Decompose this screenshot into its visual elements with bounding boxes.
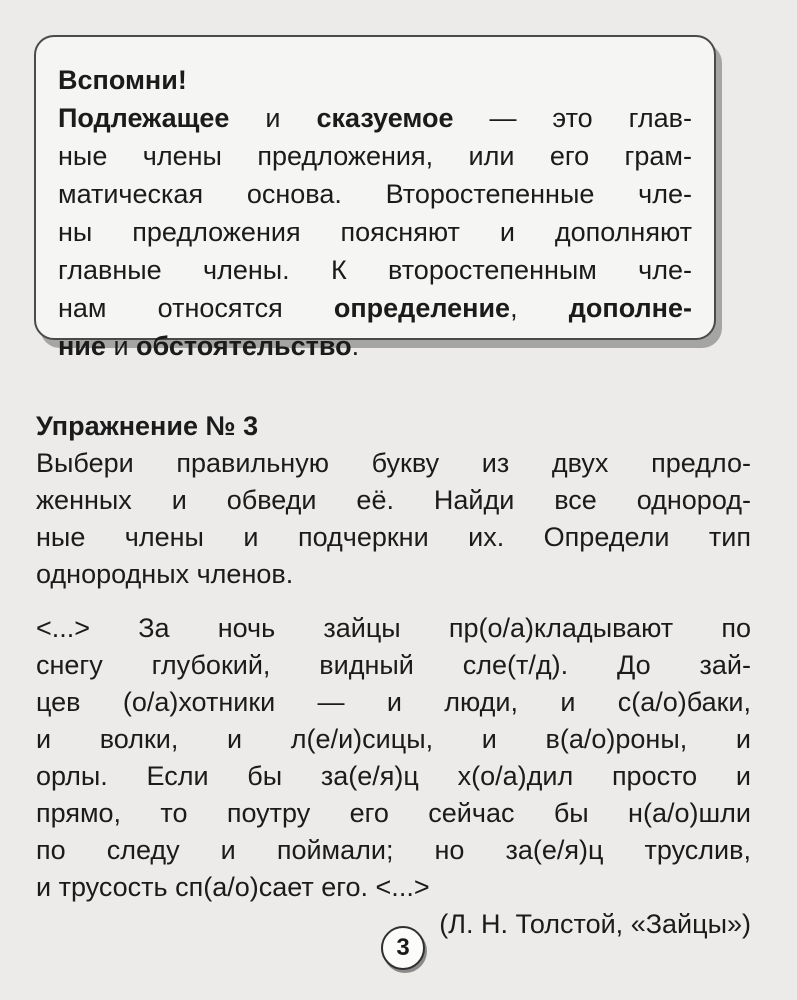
instruction-line: ные члены и подчеркни их. Определи тип — [36, 522, 751, 552]
term-attribute: определение — [333, 293, 511, 323]
remember-line-7 — [58, 327, 692, 365]
remember-line-5: главные члены. К второстепенным чле- — [58, 255, 692, 285]
text-line: по следу и поймали; но за(е/я)ц труслив, — [36, 835, 751, 865]
exercise-section — [36, 408, 751, 943]
text-line: орлы. Если бы за(е/я)ц х(о/а)дил просто и — [36, 761, 751, 791]
text-line: снегу глубокий, видный сле(т/д). До зай- — [36, 650, 751, 680]
instruction-line: однородных членов. — [36, 559, 294, 589]
text-line: и трусость сп(а/о)сает его. <...> — [36, 872, 430, 902]
remember-line-3: матическая основа. Второстепенные чле- — [58, 179, 692, 209]
term-subject: Подлежащее — [58, 103, 230, 133]
remember-line-1 — [58, 99, 692, 137]
page-number: 3 — [381, 926, 425, 970]
exercise-title: Упражнение № 3 — [36, 411, 259, 441]
text-fragment: и — [105, 331, 137, 361]
term-predicate: сказуемое — [316, 103, 454, 133]
remember-line-2: ные члены предложения, или его грам- — [58, 141, 692, 171]
text-fragment: нам относятся — [58, 293, 334, 323]
text-line: и волки, и л(е/и)сицы, и в(а/о)роны, и — [36, 724, 751, 754]
remember-box — [34, 35, 716, 361]
remember-heading: Вспомни! — [58, 65, 187, 95]
text-fragment: , — [510, 293, 569, 323]
remember-line-4: ны предложения поясняют и дополняют — [58, 217, 692, 247]
instruction-line: Выбери правильную букву из двух предло- — [36, 448, 751, 478]
attribution: (Л. Н. Толстой, «Зайцы») — [439, 909, 751, 939]
term-object-end: ние — [58, 331, 106, 361]
text-line: прямо, то поутру его сейчас бы н(а/о)шли — [36, 798, 751, 828]
remember-line-6 — [58, 289, 692, 327]
text-fragment: . — [351, 331, 360, 361]
term-object: дополне- — [568, 293, 692, 323]
term-adverbial: обстоятельство — [136, 331, 352, 361]
instruction-line: женных и обведи её. Найди все однород- — [36, 485, 751, 515]
text-line: <...> За ночь зайцы пр(о/а)кладывают по — [36, 613, 751, 643]
text-fragment: и — [229, 103, 317, 133]
text-line: цев (о/а)хотники — и люди, и с(а/о)баки, — [36, 687, 751, 717]
text-fragment: — это глав- — [453, 103, 692, 133]
